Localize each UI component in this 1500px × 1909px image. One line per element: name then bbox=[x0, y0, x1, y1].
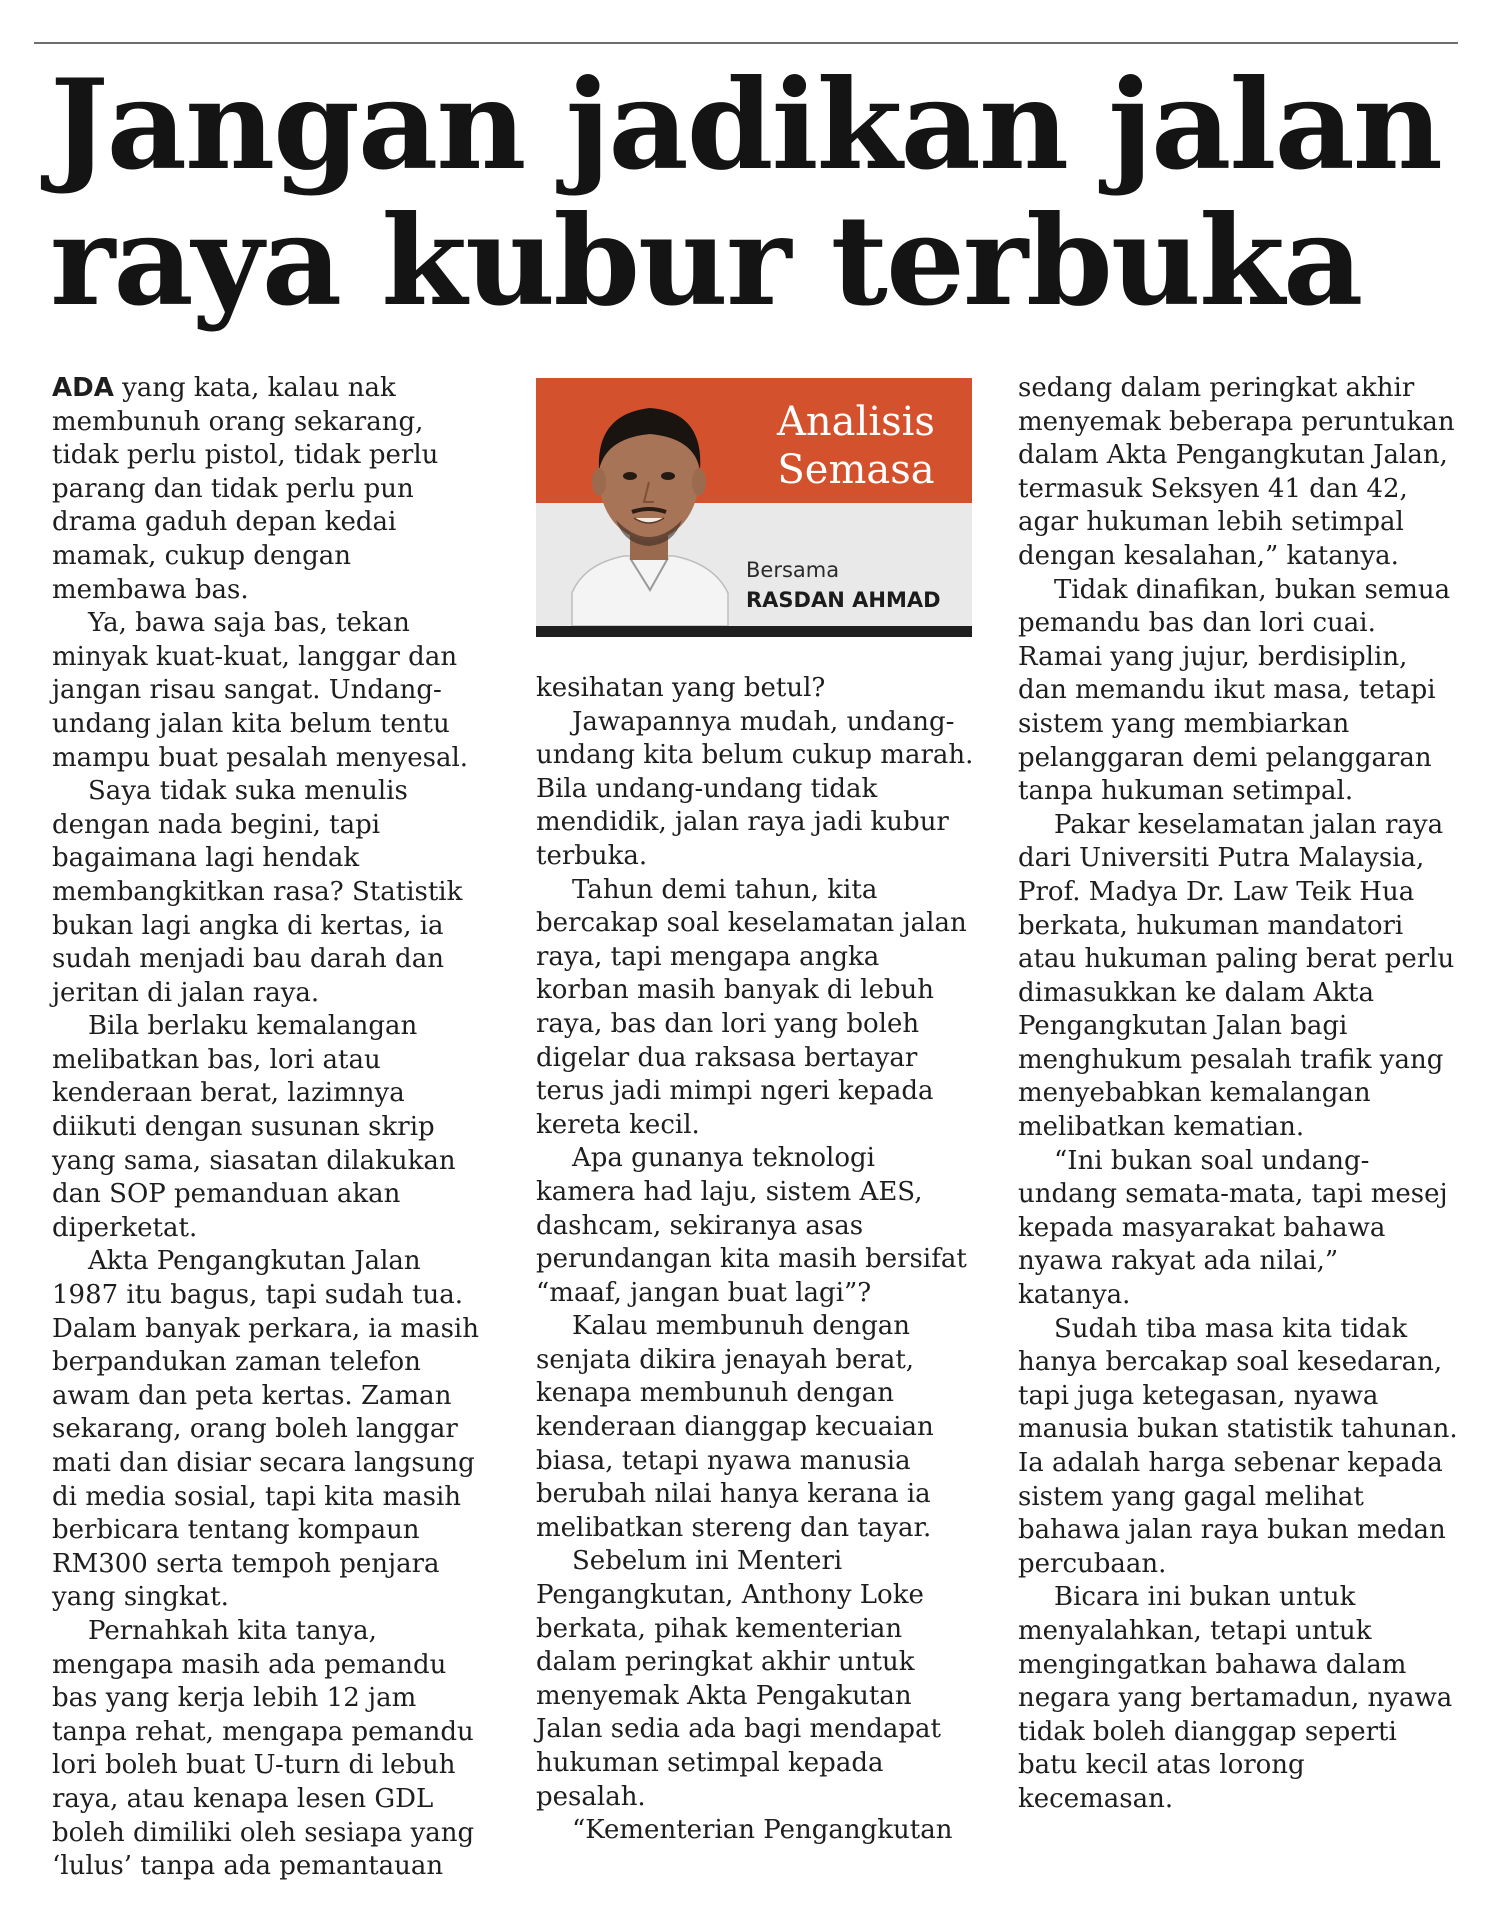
byline-prefix: Bersama bbox=[746, 558, 840, 582]
article-paragraph: Sebelum ini Menteri Pengangkutan, Anthony Loke berkata, pihak kementerian dalam peringkat akhir untuk menyemak Akta Pengakutan Jalan sedia ada bagi mendapat hukuman setimpal kepada pesalah. bbox=[536, 1546, 942, 1812]
byline-name: RASDAN AHMAD bbox=[746, 588, 941, 612]
article-paragraph: kesihatan yang betul? bbox=[536, 673, 826, 703]
article-paragraph: Kalau membunuh dengan senjata dikira jenayah berat, kenapa membunuh dengan kenderaan dianggap kecuaian biasa, tetapi nyawa manusia berubah nilai hanya kerana ia melibatkan stereng dan tayar. bbox=[536, 1311, 934, 1543]
article-paragraph: Jawapannya mudah, undang-undang kita belum cukup marah. Bila undang-undang tidak mendidik, jalan raya jadi kubur terbuka. bbox=[536, 706, 974, 871]
article-paragraph: ADA yang kata, kalau nak membunuh orang sekarang, tidak perlu pistol, tidak perlu parang dan tidak perlu pun drama gaduh depan kedai mamak, cukup dengan membawa bas. bbox=[52, 373, 439, 605]
article-paragraph: “Kementerian Pengangkutan bbox=[572, 1815, 953, 1846]
top-rule bbox=[34, 42, 1458, 44]
article-paragraph: Pakar keselamatan jalan raya dari Universiti Putra Malaysia, Prof. Madya Dr. Law Teik Hua berkata, hukuman mandatori atau hukuman paling berat perlu dimasukkan ke dalam Akta Pengangkutan Jalan bagi menghukum pesalah trafik yang menyebabkan kemalangan melibatkan kematian. bbox=[1018, 809, 1455, 1143]
headline: Jangan jadikan jalan raya kubur terbuka bbox=[50, 53, 1441, 334]
article-paragraph: “Ini bukan soal undang-undang semata-mata, tapi mesej kepada masyarakat bahawa nyawa rakyat ada nilai,” katanya. bbox=[1018, 1145, 1448, 1311]
article-column-3 bbox=[1018, 372, 1458, 1817]
article-paragraph: Tahun demi tahun, kita bercakap soal keselamatan jalan raya, tapi mengapa angka korban masih banyak di lebuh raya, bas dan lori yang boleh digelar dua raksasa bertayar terus jadi mimpi ngeri kepada kereta kecil. bbox=[536, 874, 967, 1140]
column-name: Analisis Semasa bbox=[777, 399, 935, 493]
article-paragraph: Ya, bawa saja bas, tekan minyak kuat-kuat, langgar dan jangan risau sangat. Undang-undang jalan kita belum tentu mampu buat pesalah menyesal. bbox=[52, 608, 469, 773]
column-box-bar bbox=[536, 626, 972, 637]
article-column-2 bbox=[536, 672, 976, 1848]
article-paragraph: Sudah tiba masa kita tidak hanya bercakap soal kesedaran, tapi juga ketegasan, nyawa manusia bukan statistik tahunan. Ia adalah harga sebenar kepada sistem yang gagal melihat bahawa jalan raya bukan medan percubaan. bbox=[1018, 1313, 1458, 1579]
columnist-portrait bbox=[564, 378, 734, 626]
article-paragraph: Saya tidak suka menulis dengan nada begini, tapi bagaimana lagi hendak membangkitkan rasa? Statistik bukan lagi angka di kertas, ia sudah menjadi bau darah dan jeritan di jalan raya. bbox=[52, 776, 463, 1008]
article-paragraph: Bicara ini bukan untuk menyalahkan, tetapi untuk mengingatkan bahawa dalam negara yang bertamadun, nyawa tidak boleh dianggap seperti batu kecil atas lorong kecemasan. bbox=[1018, 1582, 1453, 1814]
article-paragraph: sedang dalam peringkat akhir menyemak beberapa peruntukan dalam Akta Pengangkutan Jalan, termasuk Seksyen 41 dan 42, agar hukuman lebih setimpal dengan kesalahan,” katanya. bbox=[1018, 373, 1455, 571]
article-paragraph: Pernahkah kita tanya, mengapa masih ada pemandu bas yang kerja lebih 12 jam tanpa rehat, mengapa pemandu lori boleh buat U-turn di lebuh raya, atau kenapa lesen GDL boleh dimiliki oleh sesiapa yang ‘lulus’ tanpa ada pemantauan bbox=[52, 1615, 475, 1882]
column-header-box bbox=[536, 378, 972, 638]
article-paragraph: Bila berlaku kemalangan melibatkan bas, lori atau kenderaan berat, lazimnya diikuti dengan susunan skrip yang sama, siasatan dilakukan dan SOP pemanduan akan diperketat. bbox=[52, 1011, 456, 1243]
lead-word: ADA bbox=[52, 373, 114, 403]
article-column-1 bbox=[52, 372, 492, 1884]
article-paragraph: Akta Pengangkutan Jalan 1987 itu bagus, tapi sudah tua. Dalam banyak perkara, ia masih berpandukan zaman telefon awam dan peta kertas. Zaman sekarang, orang boleh langgar mati dan disiar secara langsung di media sosial, tapi kita masih berbicara tentang kompaun RM300 serta tempoh penjara yang singkat. bbox=[52, 1246, 479, 1613]
article-paragraph: Tidak dinafikan, bukan semua pemandu bas dan lori cuai. Ramai yang jujur, berdisiplin, dan memandu ikut masa, tetapi sistem yang membiarkan pelanggaran demi pelanggaran tanpa hukuman setimpal. bbox=[1018, 574, 1451, 807]
article-paragraph: Apa gunanya teknologi kamera had laju, sistem AES, dashcam, sekiranya asas perundangan kita masih bersifat “maaf, jangan buat lagi”? bbox=[536, 1143, 967, 1308]
